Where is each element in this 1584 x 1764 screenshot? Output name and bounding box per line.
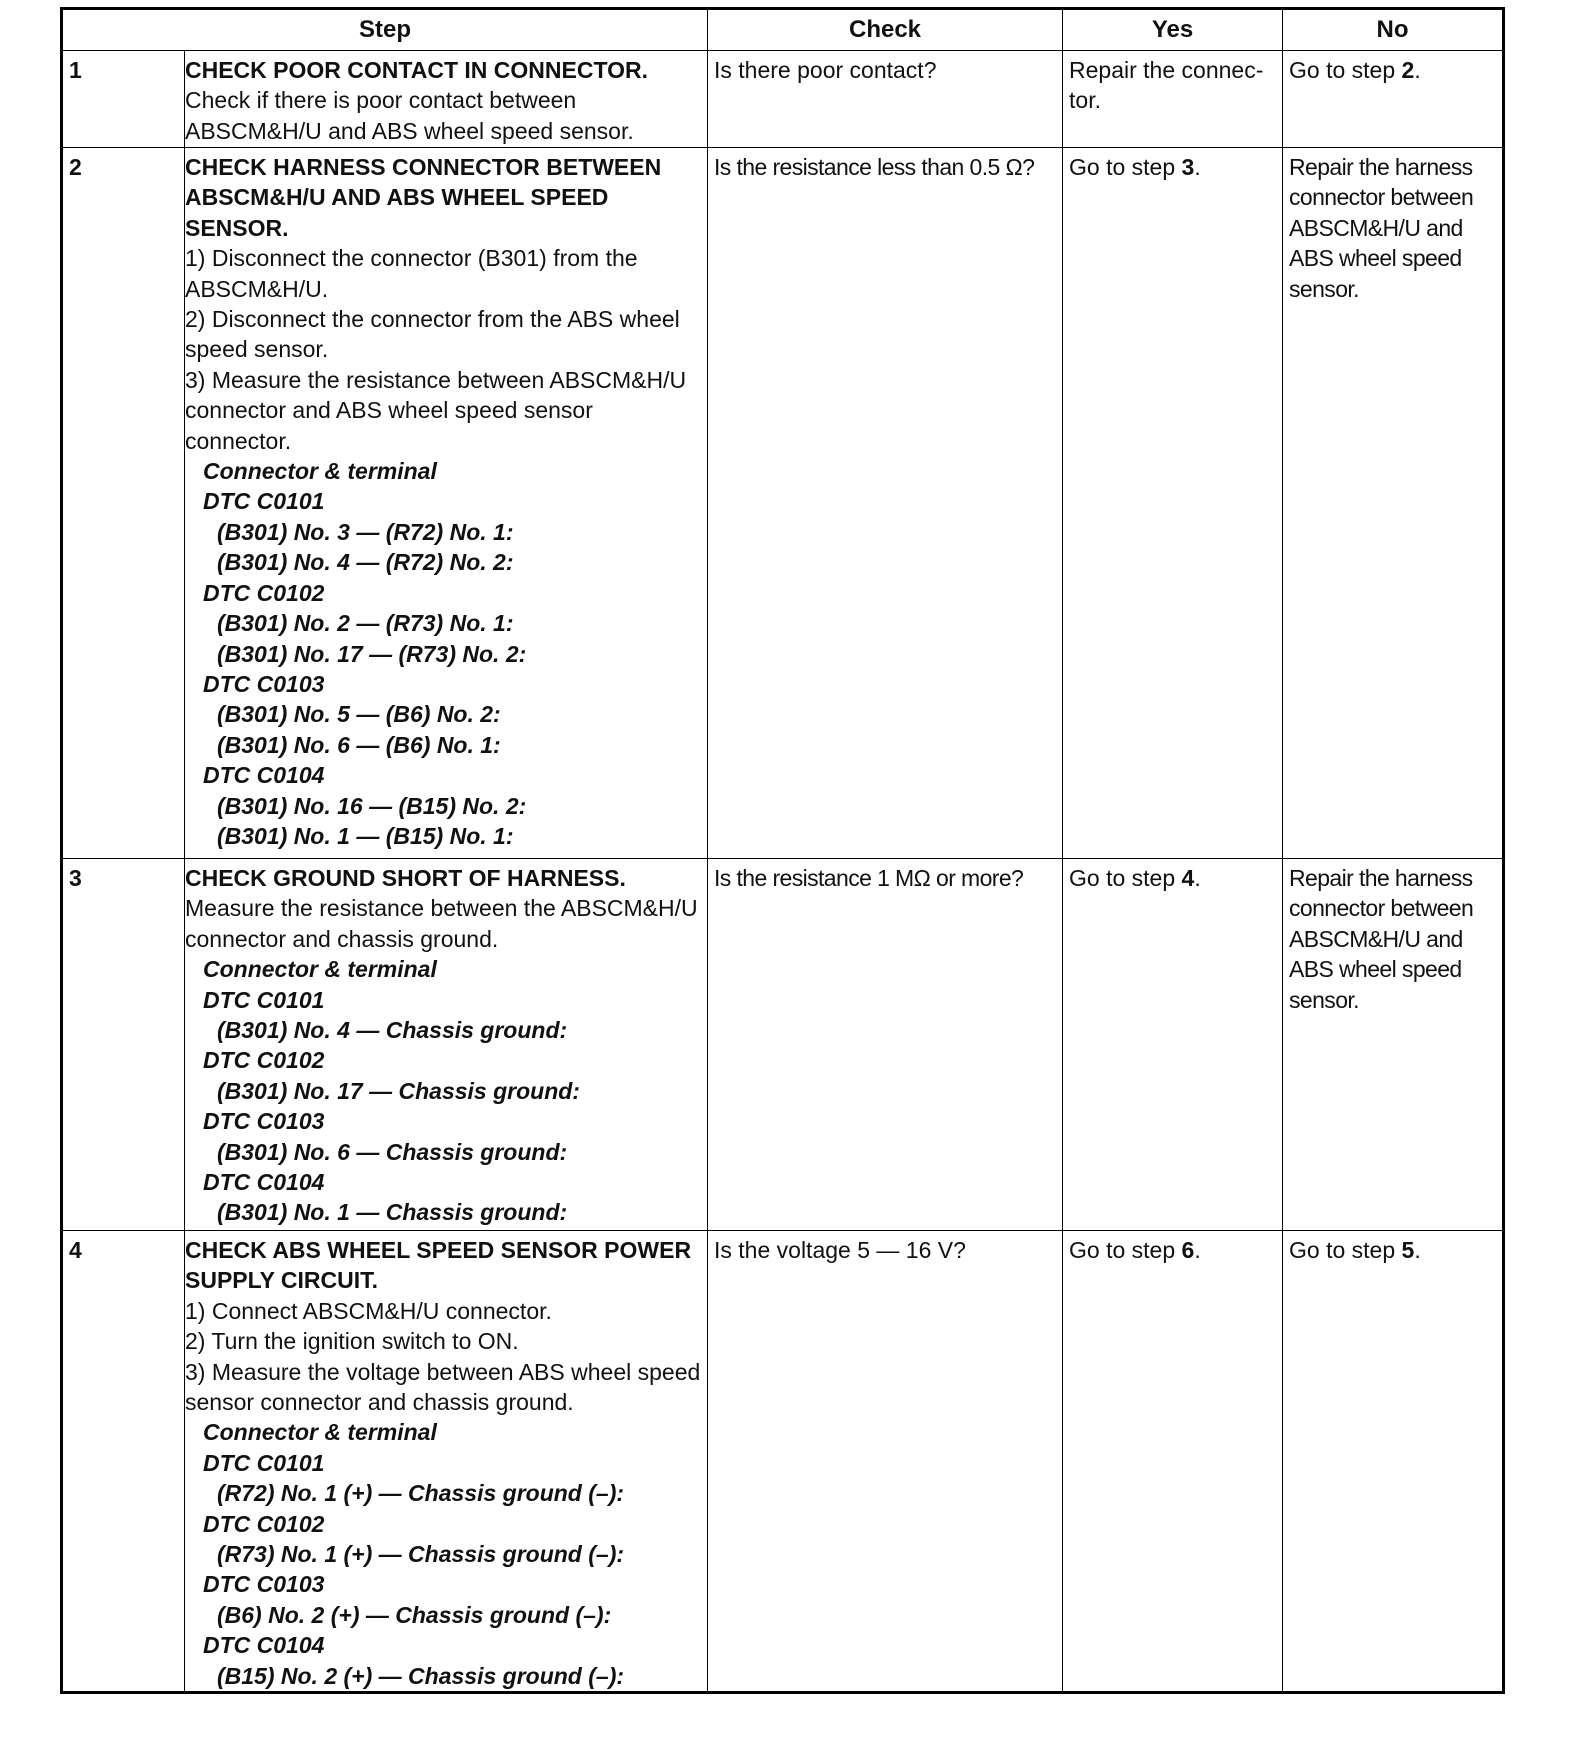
step-description — [185, 1231, 708, 1693]
step-title: CHECK POOR CONTACT IN CONNECTOR. — [185, 57, 648, 83]
dtc-code: DTC C0103 — [203, 670, 325, 697]
step-instruction: 1) Connect ABSCM&H/U connector. — [185, 1297, 552, 1324]
yes-text-suffix: . — [1194, 1237, 1201, 1263]
yes-text: Go to step — [1069, 154, 1182, 180]
no-text: Go to step — [1289, 57, 1402, 83]
terminal-spec: (R72) No. 1 (+) — Chassis ground (–): — [217, 1480, 625, 1507]
table-row — [62, 859, 1504, 1231]
no-cell — [1283, 51, 1504, 148]
check-cell: Is the resistance less than 0.5 Ω? — [708, 148, 1063, 859]
terminal-spec: (B301) No. 3 — (R72) No. 1: — [217, 518, 514, 545]
dtc-code: DTC C0101 — [203, 1449, 325, 1476]
header-row — [62, 9, 1504, 51]
terminal-spec: (B301) No. 17 — Chassis ground: — [217, 1077, 580, 1104]
dtc-code: DTC C0104 — [203, 1169, 325, 1196]
terminal-spec: (R73) No. 1 (+) — Chassis ground (–): — [217, 1541, 625, 1568]
terminal-spec: (B301) No. 1 — Chassis ground: — [217, 1199, 568, 1226]
check-cell: Is the resistance 1 MΩ or more? — [708, 859, 1063, 1231]
step-title: CHECK GROUND SHORT OF HARNESS. — [185, 865, 626, 891]
step-description — [185, 148, 708, 859]
step-number: 1 — [62, 51, 185, 148]
terminal-spec: (B301) No. 16 — (B15) No. 2: — [217, 792, 527, 819]
check-cell: Is there poor contact? — [708, 51, 1063, 148]
terminal-spec: (B301) No. 6 — Chassis ground: — [217, 1138, 568, 1165]
yes-cell — [1063, 859, 1283, 1231]
terminal-spec: (B301) No. 4 — Chassis ground: — [217, 1017, 568, 1044]
table-row — [62, 148, 1504, 859]
step-description — [185, 859, 708, 1231]
no-cell: Repair the harness connector between ABSCM&H/U and ABS wheel speed sensor. — [1283, 148, 1504, 859]
no-text-suffix: . — [1414, 1237, 1421, 1263]
dtc-code: DTC C0103 — [203, 1571, 325, 1598]
header-yes: Yes — [1063, 9, 1283, 51]
terminal-label: Connector & terminal — [203, 458, 437, 485]
terminal-label: Connector & terminal — [203, 956, 437, 983]
terminal-spec: (B301) No. 17 — (R73) No. 2: — [217, 640, 527, 667]
yes-step-link: 6 — [1181, 1237, 1195, 1263]
dtc-code: DTC C0101 — [203, 986, 325, 1013]
terminal-spec: (B301) No. 5 — (B6) No. 2: — [217, 701, 501, 728]
terminal-spec: (B301) No. 2 — (R73) No. 1: — [217, 610, 514, 637]
yes-cell — [1063, 1231, 1283, 1693]
yes-cell — [1063, 148, 1283, 859]
terminal-spec: (B301) No. 6 — (B6) No. 1: — [217, 731, 501, 758]
step-title: CHECK HARNESS CONNECTOR BETWEEN ABSCM&H/U AND ABS WHEEL SPEED SENSOR. — [185, 154, 662, 241]
step-number: 3 — [62, 859, 185, 1231]
check-cell: Is the voltage 5 — 16 V? — [708, 1231, 1063, 1693]
dtc-code: DTC C0102 — [203, 1047, 325, 1074]
dtc-code: DTC C0102 — [203, 1510, 325, 1537]
step-instruction: 2) Disconnect the connector from the ABS wheel speed sensor. — [185, 306, 680, 363]
step-instruction: 3) Measure the voltage between ABS wheel speed sensor connector and chassis ground. — [185, 1358, 701, 1416]
no-cell: Repair the harness connector between ABSCM&H/U and ABS wheel speed sensor. — [1283, 859, 1504, 1231]
header-check: Check — [708, 9, 1063, 51]
terminal-spec: (B301) No. 1 — (B15) No. 1: — [217, 822, 514, 849]
dtc-code: DTC C0103 — [203, 1108, 325, 1135]
terminal-label: Connector & terminal — [203, 1419, 437, 1446]
table-row — [62, 1231, 1504, 1693]
step-title: CHECK ABS WHEEL SPEED SENSOR POWER SUPPLY CIRCUIT. — [185, 1237, 692, 1294]
header-step: Step — [62, 9, 708, 51]
step-instruction: Measure the resistance between the ABSCM&H/U connector and chassis ground. — [185, 895, 698, 952]
step-instruction: 1) Disconnect the connector (B301) from the ABSCM&H/U. — [185, 245, 638, 302]
step-instruction: 2) Turn the ignition switch to ON. — [185, 1328, 519, 1355]
no-cell — [1283, 1231, 1504, 1693]
no-text-suffix: . — [1414, 57, 1421, 83]
yes-step-link: 4 — [1181, 865, 1195, 891]
yes-text-suffix: . — [1194, 865, 1201, 891]
header-no: No — [1283, 9, 1504, 51]
dtc-code: DTC C0102 — [203, 579, 325, 606]
yes-text: Go to step — [1069, 1237, 1182, 1263]
dtc-code: DTC C0101 — [203, 488, 325, 515]
dtc-code: DTC C0104 — [203, 762, 325, 789]
yes-text: Repair the connec- tor. — [1069, 57, 1264, 114]
no-text: Go to step — [1289, 1237, 1402, 1263]
terminal-spec: (B6) No. 2 (+) — Chassis ground (–): — [217, 1601, 612, 1628]
step-instruction: Check if there is poor contact between ABSCM&H/U and ABS wheel speed sensor. — [185, 87, 634, 144]
terminal-spec: (B301) No. 4 — (R72) No. 2: — [217, 549, 514, 576]
step-description — [185, 51, 708, 148]
terminal-spec: (B15) No. 2 (+) — Chassis ground (–): — [217, 1662, 625, 1689]
no-step-link: 2 — [1401, 57, 1415, 83]
yes-cell — [1063, 51, 1283, 148]
no-step-link: 5 — [1401, 1237, 1415, 1263]
yes-step-link: 3 — [1181, 154, 1195, 180]
diagnostic-table — [60, 7, 1505, 1694]
step-number: 4 — [62, 1231, 185, 1693]
step-instruction: 3) Measure the resistance between ABSCM&H/U connector and ABS wheel speed sensor connector. — [185, 366, 687, 454]
table-row — [62, 51, 1504, 148]
yes-text: Go to step — [1069, 865, 1182, 891]
dtc-code: DTC C0104 — [203, 1632, 325, 1659]
step-number: 2 — [62, 148, 185, 859]
yes-text-suffix: . — [1194, 154, 1201, 180]
